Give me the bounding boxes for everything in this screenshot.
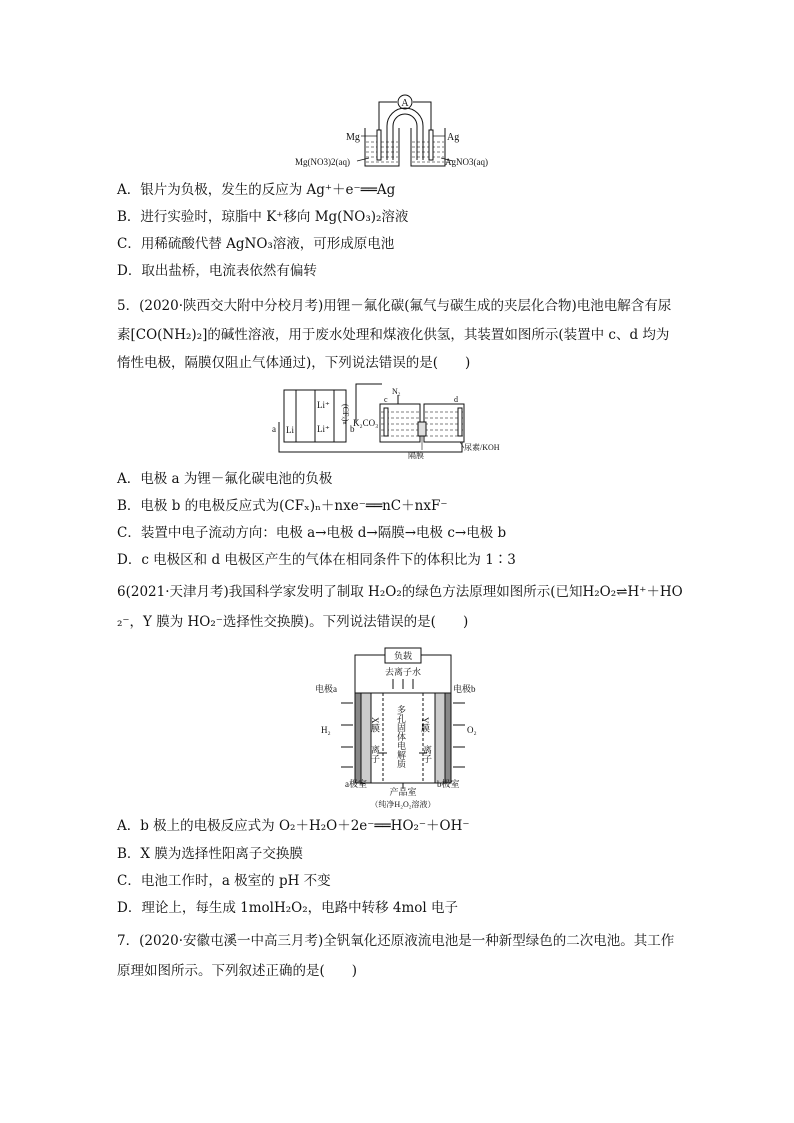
q6-stem-line-1: 6(2021·天津月考)我国科学家发明了制取 H₂O₂的绿色方法原理如图所示(已知H₂O₂⇌H⁺＋HO bbox=[117, 584, 683, 600]
q5-stem-line-1: 5．(2020·陕西交大附中分校月考)用锂－氟化碳(氟气与碳生成的夹层化合物)电池电解含有尿 bbox=[117, 298, 672, 314]
q6-stem-line-2: ₂⁻，Y 膜为 HO₂⁻选择性交换膜)。下列说法错误的是( ) bbox=[117, 614, 469, 630]
electrode-b-bar bbox=[445, 693, 451, 783]
q7-stem-line-1: 7．(2020·安徽屯溪一中高三月考)全钒氧化还原液流电池是一种新型绿色的二次电池。其工作 bbox=[117, 933, 675, 949]
h2o2-cell-diagram bbox=[315, 645, 490, 810]
label-n2: N₂ bbox=[392, 387, 401, 396]
label-electrode-b: 电极b bbox=[453, 684, 476, 694]
label-ag: Ag bbox=[447, 132, 460, 143]
q5-option-a: A．电极 a 为锂－氟化碳电池的负极 bbox=[117, 471, 333, 487]
figure-galvanic-cell bbox=[295, 92, 500, 172]
wire-right bbox=[413, 102, 431, 132]
label-ion-right: 离子 bbox=[422, 745, 432, 763]
wire-b bbox=[356, 384, 382, 422]
membrane bbox=[418, 422, 426, 436]
q4-option-a: A．银片为负极，发生的反应为 Ag⁺＋e⁻══Ag bbox=[117, 182, 396, 198]
label-li-ion-top: Li⁺ bbox=[317, 400, 330, 410]
q6-option-d: D．理论上，每生成 1molH₂O₂，电路中转移 4mol 电子 bbox=[117, 900, 459, 916]
label-li-ion-bottom: Li⁺ bbox=[317, 424, 330, 434]
label-electrode-a: 电极a bbox=[315, 684, 337, 694]
label-x-membrane: X膜 bbox=[370, 717, 380, 733]
label-b-chamber: b极室 bbox=[437, 779, 460, 789]
q4-option-c: C．用稀硫酸代替 AgNO₃溶液，可形成原电池 bbox=[117, 236, 395, 252]
label-o2: O₂ bbox=[467, 725, 477, 735]
label-product-note: （纯净H₂O₂溶液） bbox=[370, 800, 436, 809]
q5-stem-line-2: 素[CO(NH₂)₂]的碱性溶液，用于废水处理和煤液化供氢，其装置如图所示(装置中 c、d 均为 bbox=[117, 327, 670, 343]
b-chamber bbox=[435, 693, 445, 783]
label-h2: H₂ bbox=[321, 725, 331, 735]
salt-bridge-inner bbox=[393, 114, 417, 160]
q4-option-b: B．进行实验时，琼脂中 K⁺移向 Mg(NO₃)₂溶液 bbox=[117, 209, 409, 225]
q6-option-c: C．电池工作时，a 极室的 pH 不变 bbox=[117, 873, 331, 889]
label-ion-left: 离子 bbox=[370, 745, 380, 763]
a-chamber bbox=[361, 693, 371, 783]
label-a-chamber: a极室 bbox=[345, 779, 367, 789]
q5-option-d: D．c 电极区和 d 电极区产生的气体在相同条件下的体积比为 1∶3 bbox=[117, 552, 516, 568]
electrode-a-bar bbox=[355, 693, 361, 783]
li-cfx-diagram bbox=[272, 382, 517, 462]
label-k2co3: K₂CO₃ bbox=[353, 418, 379, 428]
label-product-room: 产品室 bbox=[389, 787, 417, 797]
label-urea-koh: 尿素/KOH bbox=[464, 443, 500, 452]
q7-stem-line-2: 原理如图所示。下列叙述正确的是( ) bbox=[117, 963, 358, 979]
label-cfx: (CFₓ)ₙ bbox=[341, 404, 350, 425]
q6-option-a: A．b 极上的电极反应式为 O₂＋H₂O＋2e⁻══HO₂⁻＋OH⁻ bbox=[117, 818, 470, 834]
q5-stem-line-3: 惰性电极，隔膜仅阻止气体通过)，下列说法错误的是( ) bbox=[117, 355, 471, 371]
q5-option-b: B．电极 b 的电极反应式为(CFₓ)ₙ＋nxe⁻══nC＋nxF⁻ bbox=[117, 498, 448, 514]
label-a: a bbox=[272, 424, 276, 434]
q5-option-c: C．装置中电子流动方向：电极 a→电极 d→隔膜→电极 c→电极 b bbox=[117, 525, 507, 541]
label-load: 负载 bbox=[393, 651, 413, 661]
ammeter-label: A bbox=[401, 98, 409, 109]
label-membrane: 隔膜 bbox=[408, 451, 424, 460]
label-b: b bbox=[350, 424, 355, 434]
q4-option-d: D．取出盐桥，电流表依然有偏转 bbox=[117, 263, 317, 279]
wire-left bbox=[379, 102, 397, 132]
label-c: c bbox=[384, 395, 388, 404]
label-mg: Mg bbox=[346, 132, 360, 143]
label-y-membrane: Y膜 bbox=[420, 717, 430, 733]
figure-li-cfx-electrolysis bbox=[272, 382, 517, 462]
label-d: d bbox=[454, 395, 458, 404]
electrode-c bbox=[384, 408, 388, 436]
label-mg-solution: Mg(NO3)2(aq) bbox=[295, 157, 350, 167]
galvanic-cell-diagram bbox=[295, 92, 500, 172]
electrode-d bbox=[458, 408, 462, 436]
label-deion-water: 去离子水 bbox=[384, 667, 422, 677]
label-li: Li bbox=[286, 425, 294, 435]
ag-electrode bbox=[429, 130, 433, 160]
label-electrolyte: 多孔固体电解质 bbox=[396, 705, 406, 768]
figure-h2o2-cell bbox=[315, 645, 490, 810]
mg-electrode bbox=[377, 130, 381, 160]
q6-option-b: B．X 膜为选择性阳离子交换膜 bbox=[117, 846, 303, 862]
label-agno3-solution: AgNO3(aq) bbox=[445, 157, 488, 167]
